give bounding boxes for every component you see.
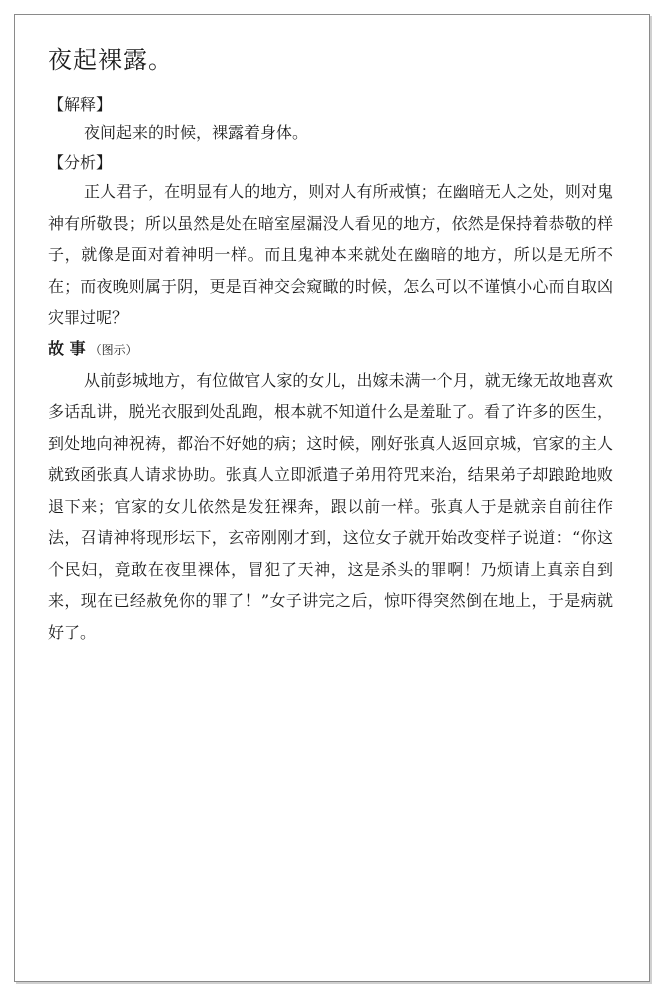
explanation-label: 【解释】 [48, 95, 113, 114]
page-title: 夜起裸露。 [48, 46, 173, 74]
explanation-text: 夜间起来的时候，裸露着身体。 [84, 123, 309, 142]
analysis-label: 【分析】 [48, 153, 113, 172]
analysis-text: 正人君子，在明显有人的地方，则对人有所戒慎；在幽暗无人之处，则对鬼神有所敬畏；所以虽然是处在暗室屋漏没人看见的地方，依然是保持着恭敬的样子，就像是面对着神明一样。而且鬼神本来就处在幽暗的地方，所以是无所不在；而夜晚则属于阴，更是百神交会窥瞰的时候，怎么可以不谨慎小心而自取凶灾罪过呢？ [48, 182, 613, 327]
story-heading [48, 334, 638, 365]
story-sublabel: （图示） [89, 342, 138, 357]
document-content [48, 38, 638, 648]
story-text: 从前彭城地方，有位做官人家的女儿，出嫁未满一个月，就无缘无故地喜欢多话乱讲，脱光衣服到处乱跑，根本就不知道什么是羞耻了。看了许多的医生，到处地向神祝祷，都治不好她的病；这时候，刚好张真人返回京城，官家的主人就致函张真人请求协助。张真人立即派遣子弟用符咒来治，结果弟子却踉跄地败退下来；官家的女儿依然是发狂裸奔，跟以前一样。张真人于是就亲自前往作法，召请神将现形坛下，玄帝刚刚才到，这位女子就开始改变样子说道：“你这个民妇，竟敢在夜里裸体，冒犯了天神，这是杀头的罪啊！乃烦请上真亲自到来，现在已经赦免你的罪了！”女子讲完之后，惊吓得突然倒在地上，于是病就好了。 [48, 370, 613, 642]
story-label: 故 事 [48, 338, 86, 358]
